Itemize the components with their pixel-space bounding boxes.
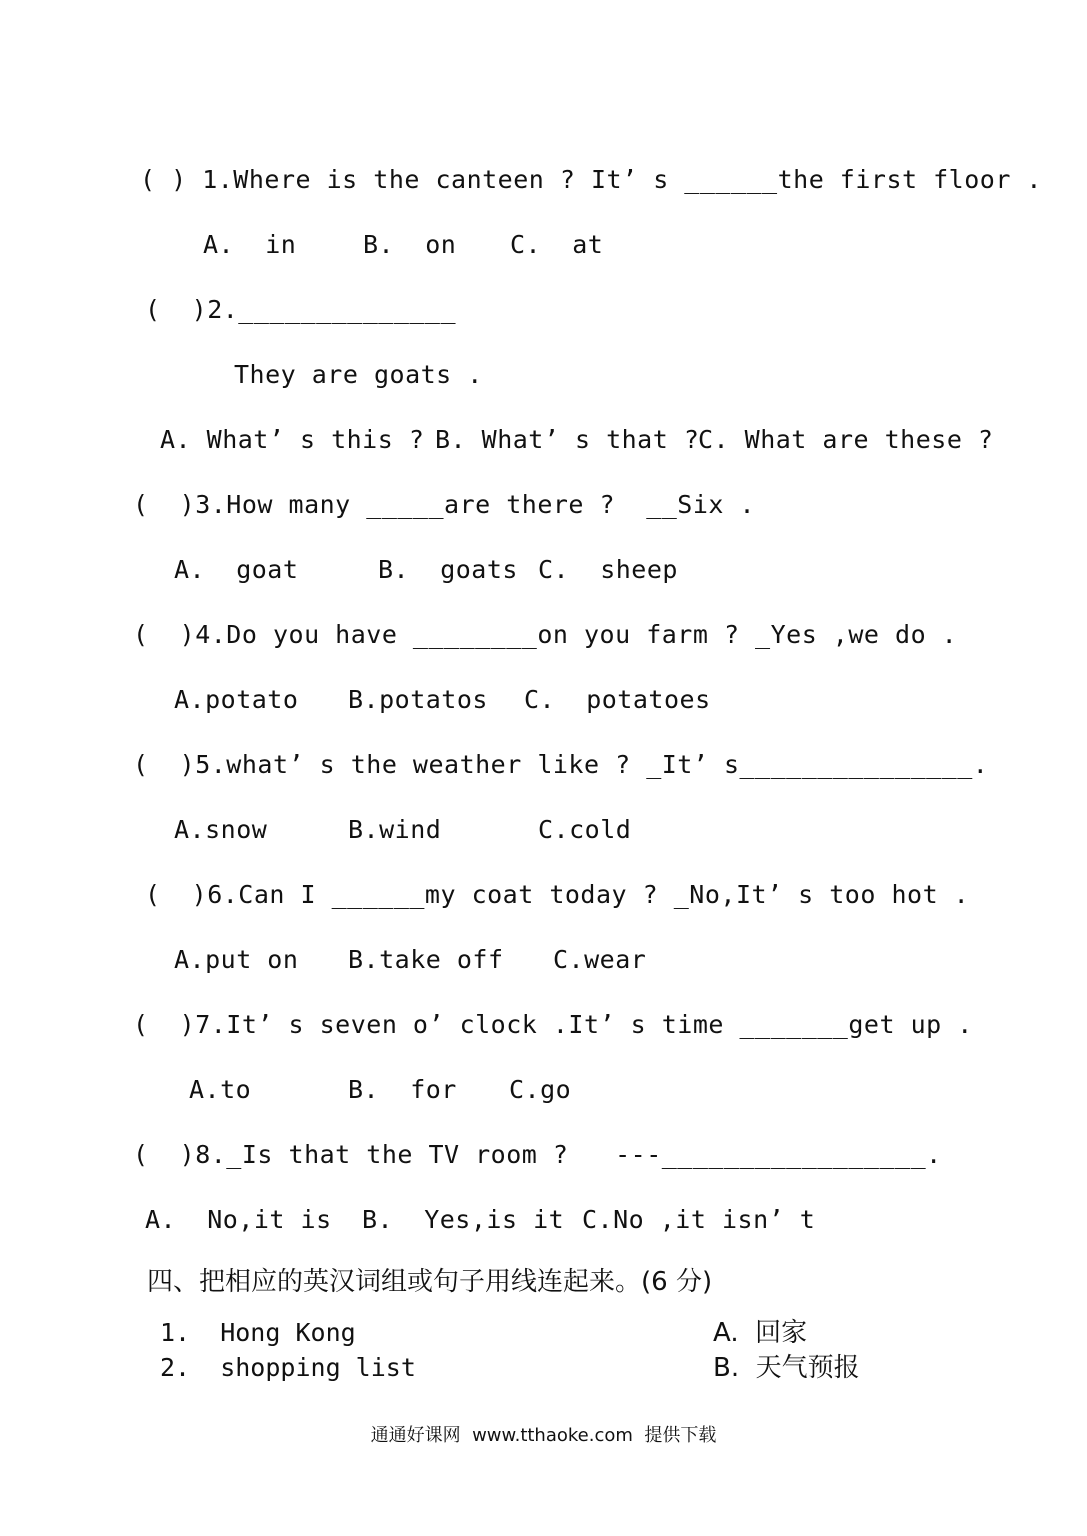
question-5-option-c: C.cold xyxy=(538,815,632,844)
footer-credit: 通通好课网 www.tthaoke.com 提供下载 xyxy=(370,1425,717,1446)
match-left-item-1: 1. Hong Kong xyxy=(160,1318,356,1347)
question-1-stem: ( ) 1.Where is the canteen ? It’ s ______the first floor . xyxy=(140,165,1042,194)
question-7-stem: ( )7.It’ s seven o’ clock .It’ s time _______get up . xyxy=(133,1010,973,1039)
question-3-stem: ( )3.How many _____are there ? __Six . xyxy=(133,490,756,519)
question-4-option-b: B.potatos xyxy=(348,685,488,714)
question-7-option-b: B. for xyxy=(348,1075,457,1104)
question-3-option-a: A. goat xyxy=(174,555,299,584)
question-6-option-b: B.take off xyxy=(348,945,504,974)
match-right-item-b: B. 天气预报 xyxy=(713,1353,860,1383)
match-right-item-a: A. 回家 xyxy=(713,1318,808,1348)
question-4-option-c: C. potatoes xyxy=(524,685,711,714)
question-6-option-a: A.put on xyxy=(174,945,299,974)
question-3-option-c: C. sheep xyxy=(538,555,678,584)
question-5-option-b: B.wind xyxy=(348,815,442,844)
question-2-answer-line: They are goats . xyxy=(234,360,483,389)
match-left-item-2: 2. shopping list xyxy=(160,1353,416,1382)
question-1-option-b: B. on xyxy=(363,230,457,259)
question-3-option-b: B. goats xyxy=(378,555,518,584)
question-2-stem: ( )2.______________ xyxy=(145,295,457,324)
question-2-option-b: B. What’ s that ? xyxy=(435,425,700,454)
question-4-option-a: A.potato xyxy=(174,685,299,714)
question-8-option-a: A. No,it is xyxy=(145,1205,332,1234)
question-1-option-a: A. in xyxy=(203,230,297,259)
question-8-stem: ( )8._Is that the TV room ? ---_________________. xyxy=(133,1140,942,1169)
question-8-option-b: B. Yes,is it xyxy=(362,1205,565,1234)
question-6-stem: ( )6.Can I ______my coat today ? _No,It’ s too hot . xyxy=(145,880,970,909)
question-6-option-c: C.wear xyxy=(553,945,647,974)
question-8-option-c: C.No ,it isn’ t xyxy=(582,1205,816,1234)
question-4-stem: ( )4.Do you have ________on you farm ? _Yes ,we do . xyxy=(133,620,958,649)
question-7-option-c: C.go xyxy=(509,1075,572,1104)
question-5-option-a: A.snow xyxy=(174,815,268,844)
section-4-heading: 四、把相应的英汉词组或句子用线连起来。(6 分) xyxy=(147,1267,713,1297)
question-1-option-c: C. at xyxy=(510,230,604,259)
question-5-stem: ( )5.what’ s the weather like ? _It’ s_______________. xyxy=(133,750,989,779)
question-2-option-c: C. What are these ? xyxy=(698,425,994,454)
question-2-option-a: A. What’ s this ? xyxy=(160,425,425,454)
question-7-option-a: A.to xyxy=(189,1075,252,1104)
